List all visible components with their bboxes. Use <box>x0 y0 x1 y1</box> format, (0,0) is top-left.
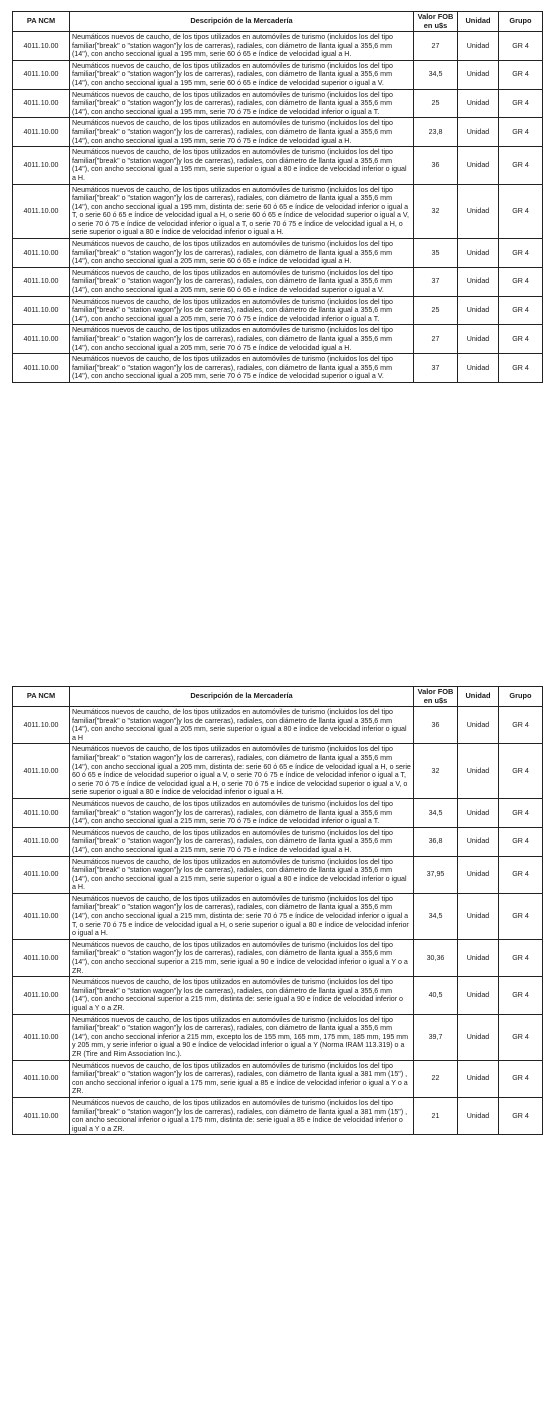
grupo-cell: GR 4 <box>499 798 543 827</box>
ncm-cell: 4011.10.00 <box>13 1097 70 1134</box>
unidad-cell: Unidad <box>458 798 499 827</box>
unidad-cell: Unidad <box>458 827 499 856</box>
unidad-cell: Unidad <box>458 707 499 744</box>
unidad-cell: Unidad <box>458 1060 499 1097</box>
ncm-cell: 4011.10.00 <box>13 239 70 268</box>
valor-fob-cell: 37 <box>414 354 458 383</box>
unidad-cell: Unidad <box>458 325 499 354</box>
ncm-cell: 4011.10.00 <box>13 267 70 296</box>
valor-fob-cell: 34,5 <box>414 893 458 939</box>
header-descripcion: Descripción de la Mercadería <box>70 687 414 707</box>
grupo-cell: GR 4 <box>499 118 543 147</box>
header-grupo: Grupo <box>499 687 543 707</box>
grupo-cell: GR 4 <box>499 32 543 61</box>
grupo-cell: GR 4 <box>499 827 543 856</box>
unidad-cell: Unidad <box>458 32 499 61</box>
table-row <box>13 977 543 1014</box>
table-row <box>13 60 543 89</box>
ncm-cell: 4011.10.00 <box>13 939 70 976</box>
description-cell: Neumáticos nuevos de caucho, de los tipos utilizados en automóviles de turismo (incluidos los del tipo familiar["break" o "station wagon"]y los de carreras), radiales, con diámetro de llanta igual a 355,6 mm (14"), con ancho seccional inferior a 215 mm, excepto los de 155 mm, 165 mm, 175 mm, 185 mm, 195 mm y 205 mm, y serie inferior o igual a 90 e índice de velocidad inferior o igual a Y (Norma IRAM 113.319) o a ZR (Tire and Rim Association Inc.). <box>70 1014 414 1060</box>
table-row <box>13 118 543 147</box>
tariff-table-1 <box>12 11 543 383</box>
valor-fob-cell: 32 <box>414 184 458 239</box>
ncm-cell: 4011.10.00 <box>13 354 70 383</box>
table-row <box>13 239 543 268</box>
unidad-cell: Unidad <box>458 977 499 1014</box>
unidad-cell: Unidad <box>458 184 499 239</box>
description-cell: Neumáticos nuevos de caucho, de los tipos utilizados en automóviles de turismo (incluidos los del tipo familiar["break" o "station wagon"]y los de carreras), radiales, con diámetro de llanta igual a 355,6 mm (14"), con ancho seccional igual a 205 mm, serie 60 ó 65 e índice de velocidad igual a H. <box>70 239 414 268</box>
header-unidad: Unidad <box>458 12 499 32</box>
valor-fob-cell: 37 <box>414 267 458 296</box>
ncm-cell: 4011.10.00 <box>13 89 70 118</box>
description-cell: Neumáticos nuevos de caucho, de los tipos utilizados en automóviles de turismo (incluidos los del tipo familiar["break" o "station wagon"]y los de carreras), radiales, con diámetro de llanta igual a 355,6 mm (14"), con ancho seccional igual a 215 mm, serie superior o igual a 80 e índice de velocidad inferior o igual a H. <box>70 856 414 893</box>
grupo-cell: GR 4 <box>499 267 543 296</box>
description-cell: Neumáticos nuevos de caucho, de los tipos utilizados en automóviles de turismo (incluidos los del tipo familiar["break" o "station wagon"]y los de carreras), radiales, con diámetro de llanta igual a 355,6 mm (14"), con ancho seccional superior a 215 mm, serie igual a 90 e índice de velocidad inferior o igual a Y o a ZR. <box>70 939 414 976</box>
valor-fob-cell: 37,95 <box>414 856 458 893</box>
description-cell: Neumáticos nuevos de caucho, de los tipos utilizados en automóviles de turismo (incluidos los del tipo familiar["break" o "station wagon"]y los de carreras), radiales, con diámetro de llanta igual a 355,6 mm (14"), con ancho seccional igual a 205 mm, serie superior o igual a 80 e índice de velocidad inferior o igual a H <box>70 707 414 744</box>
header-pa-ncm: PA NCM <box>13 687 70 707</box>
description-cell: Neumáticos nuevos de caucho, de los tipos utilizados en automóviles de turismo (incluidos los del tipo familiar["break" o "station wagon"]y los de carreras), radiales, con diámetro de llanta igual a 355,6 mm (14"), con ancho seccional igual a 215 mm, serie 70 ó 75 e índice de velocidad igual a H. <box>70 827 414 856</box>
valor-fob-cell: 32 <box>414 744 458 799</box>
valor-fob-cell: 23,8 <box>414 118 458 147</box>
grupo-cell: GR 4 <box>499 939 543 976</box>
ncm-cell: 4011.10.00 <box>13 856 70 893</box>
header-valor-fob: Valor FOB en u$s <box>414 687 458 707</box>
table-row <box>13 147 543 184</box>
unidad-cell: Unidad <box>458 147 499 184</box>
grupo-cell: GR 4 <box>499 325 543 354</box>
ncm-cell: 4011.10.00 <box>13 827 70 856</box>
unidad-cell: Unidad <box>458 744 499 799</box>
ncm-cell: 4011.10.00 <box>13 60 70 89</box>
ncm-cell: 4011.10.00 <box>13 325 70 354</box>
unidad-cell: Unidad <box>458 239 499 268</box>
valor-fob-cell: 25 <box>414 89 458 118</box>
ncm-cell: 4011.10.00 <box>13 798 70 827</box>
ncm-cell: 4011.10.00 <box>13 296 70 325</box>
description-cell: Neumáticos nuevos de caucho, de los tipos utilizados en automóviles de turismo (incluidos los del tipo familiar["break" o "station wagon"]y los de carreras), radiales, con diámetro de llanta igual a 381 mm (15") , con ancho seccional inferior o igual a 175 mm, distinta de: serie igual a 85 e índice de velocidad inferior o igual a Y o a ZR. <box>70 1097 414 1134</box>
header-valor-fob: Valor FOB en u$s <box>414 12 458 32</box>
description-cell: Neumáticos nuevos de caucho, de los tipos utilizados en automóviles de turismo (incluidos los del tipo familiar["break" o "station wagon"]y los de carreras), radiales, con diámetro de llanta igual a 355,6 mm (14"), con ancho seccional superior a 215 mm, distinta de: serie igual a 90 e índice de velocidad inferior o igual a Y o a ZR. <box>70 977 414 1014</box>
grupo-cell: GR 4 <box>499 296 543 325</box>
ncm-cell: 4011.10.00 <box>13 1014 70 1060</box>
valor-fob-cell: 27 <box>414 325 458 354</box>
valor-fob-cell: 21 <box>414 1097 458 1134</box>
valor-fob-cell: 36 <box>414 707 458 744</box>
grupo-cell: GR 4 <box>499 1060 543 1097</box>
unidad-cell: Unidad <box>458 1014 499 1060</box>
table-row <box>13 744 543 799</box>
description-cell: Neumáticos nuevos de caucho, de los tipos utilizados en automóviles de turismo (incluidos los del tipo familiar["break" o "station wagon"]y los de carreras), radiales, con diámetro de llanta igual a 381 mm (15") , con ancho seccional inferior o igual a 175 mm, serie igual a 85 e índice de velocidad inferior o igual a Y o a ZR. <box>70 1060 414 1097</box>
valor-fob-cell: 34,5 <box>414 798 458 827</box>
unidad-cell: Unidad <box>458 354 499 383</box>
valor-fob-cell: 36,8 <box>414 827 458 856</box>
grupo-cell: GR 4 <box>499 354 543 383</box>
tariff-table-2 <box>12 686 543 1135</box>
table-header-row <box>13 687 543 707</box>
grupo-cell: GR 4 <box>499 977 543 1014</box>
grupo-cell: GR 4 <box>499 1014 543 1060</box>
ncm-cell: 4011.10.00 <box>13 744 70 799</box>
description-cell: Neumáticos nuevos de caucho, de los tipos utilizados en automóviles de turismo (incluidos los del tipo familiar["break" o "station wagon"]y los de carreras), radiales, con diámetro de llanta igual a 355,6 mm (14"), con ancho seccional igual a 205 mm, serie 70 ó 75 e índice de velocidad igual a H. <box>70 325 414 354</box>
unidad-cell: Unidad <box>458 1097 499 1134</box>
table-row <box>13 893 543 939</box>
table-row <box>13 325 543 354</box>
grupo-cell: GR 4 <box>499 60 543 89</box>
ncm-cell: 4011.10.00 <box>13 1060 70 1097</box>
table-header-row <box>13 12 543 32</box>
table-row <box>13 939 543 976</box>
valor-fob-cell: 30,36 <box>414 939 458 976</box>
table-row <box>13 707 543 744</box>
valor-fob-cell: 27 <box>414 32 458 61</box>
grupo-cell: GR 4 <box>499 239 543 268</box>
ncm-cell: 4011.10.00 <box>13 118 70 147</box>
unidad-cell: Unidad <box>458 296 499 325</box>
valor-fob-cell: 36 <box>414 147 458 184</box>
ncm-cell: 4011.10.00 <box>13 32 70 61</box>
ncm-cell: 4011.10.00 <box>13 893 70 939</box>
valor-fob-cell: 40,5 <box>414 977 458 1014</box>
grupo-cell: GR 4 <box>499 89 543 118</box>
table-row <box>13 1060 543 1097</box>
header-grupo: Grupo <box>499 12 543 32</box>
unidad-cell: Unidad <box>458 939 499 976</box>
valor-fob-cell: 25 <box>414 296 458 325</box>
table-body-2 <box>13 707 543 1135</box>
description-cell: Neumáticos nuevos de caucho, de los tipos utilizados en automóviles de turismo (incluidos los del tipo familiar["break" o "station wagon"]y los de carreras), radiales, con diámetro de llanta igual a 355,6 mm (14"), con ancho seccional igual a 195 mm, serie 60 ó 65 e índice de velocidad superior o igual a V. <box>70 60 414 89</box>
description-cell: Neumáticos nuevos de caucho, de los tipos utilizados en automóviles de turismo (incluidos los del tipo familiar["break" o "station wagon"]y los de carreras), radiales, con diámetro de llanta igual a 355,6 mm (14"), con ancho seccional igual a 195 mm, serie 70 ó 75 e índice de velocidad inferior o igual a T. <box>70 89 414 118</box>
header-descripcion: Descripción de la Mercadería <box>70 12 414 32</box>
unidad-cell: Unidad <box>458 118 499 147</box>
valor-fob-cell: 22 <box>414 1060 458 1097</box>
description-cell: Neumáticos nuevos de caucho, de los tipos utilizados en automóviles de turismo (incluidos los del tipo familiar["break" o "station wagon"]y los de carreras), radiales, con diámetro de llanta igual a 355,6 mm (14"), con ancho seccional igual a 215 mm, serie 70 ó 75 e índice de velocidad inferior o igual a T. <box>70 798 414 827</box>
description-cell: Neumáticos nuevos de caucho, de los tipos utilizados en automóviles de turismo (incluidos los del tipo familiar["break" o "station wagon"]y los de carreras), radiales, con diámetro de llanta igual a 355,6 mm (14"), con ancho seccional igual a 195 mm, serie 60 ó 65 e índice de velocidad igual a H. <box>70 32 414 61</box>
grupo-cell: GR 4 <box>499 856 543 893</box>
grupo-cell: GR 4 <box>499 744 543 799</box>
table-row <box>13 1097 543 1134</box>
table-row <box>13 827 543 856</box>
table-row <box>13 1014 543 1060</box>
valor-fob-cell: 39,7 <box>414 1014 458 1060</box>
ncm-cell: 4011.10.00 <box>13 147 70 184</box>
header-pa-ncm: PA NCM <box>13 12 70 32</box>
table-row <box>13 267 543 296</box>
ncm-cell: 4011.10.00 <box>13 707 70 744</box>
grupo-cell: GR 4 <box>499 893 543 939</box>
table-row <box>13 354 543 383</box>
unidad-cell: Unidad <box>458 60 499 89</box>
description-cell: Neumáticos nuevos de caucho, de los tipos utilizados en automóviles de turismo (incluidos los del tipo familiar["break" o "station wagon"]y los de carreras), radiales, con diámetro de llanta igual a 355,6 mm (14"), con ancho seccional igual a 195 mm, serie superior o igual a 80 e índice de velocidad inferior o igual a H. <box>70 147 414 184</box>
ncm-cell: 4011.10.00 <box>13 977 70 1014</box>
description-cell: Neumáticos nuevos de caucho, de los tipos utilizados en automóviles de turismo (incluidos los del tipo familiar["break" o "station wagon"]y los de carreras), radiales, con diámetro de llanta igual a 355,6 mm (14"), con ancho seccional igual a 205 mm, distinta de: serie 60 ó 65 e índice de velocidad igual a H, o serie 60 ó 65 e índice de velocidad superior o igual a V, o serie 70 ó 75 e índice de velocidad inferior o igual a T, o serie 70 ó 75 e índice de velocidad igual a H, o serie 70 ó 75 e índice de velocidad superior o igual a V, o serie superior o igual a 80 e índice de velocidad inferior o igual a H. <box>70 744 414 799</box>
description-cell: Neumáticos nuevos de caucho, de los tipos utilizados en automóviles de turismo (incluidos los del tipo familiar["break" o "station wagon"]y los de carreras), radiales, con diámetro de llanta igual a 355,6 mm (14"), con ancho seccional igual a 205 mm, serie 70 ó 75 e índice de velocidad inferior o igual a T. <box>70 296 414 325</box>
unidad-cell: Unidad <box>458 267 499 296</box>
description-cell: Neumáticos nuevos de caucho, de los tipos utilizados en automóviles de turismo (incluidos los del tipo familiar["break" o "station wagon"]y los de carreras), radiales, con diámetro de llanta igual a 355,6 mm (14"), con ancho seccional igual a 195 mm, serie 70 ó 75 e índice de velocidad igual a H. <box>70 118 414 147</box>
table-row <box>13 856 543 893</box>
grupo-cell: GR 4 <box>499 1097 543 1134</box>
unidad-cell: Unidad <box>458 893 499 939</box>
table-row <box>13 184 543 239</box>
valor-fob-cell: 35 <box>414 239 458 268</box>
description-cell: Neumáticos nuevos de caucho, de los tipos utilizados en automóviles de turismo (incluidos los del tipo familiar["break" o "station wagon"]y los de carreras), radiales, con diámetro de llanta igual a 355,6 mm (14"), con ancho seccional igual a 205 mm, serie 60 ó 65 e índice de velocidad superior o igual a V. <box>70 267 414 296</box>
table-row <box>13 32 543 61</box>
table-row <box>13 798 543 827</box>
description-cell: Neumáticos nuevos de caucho, de los tipos utilizados en automóviles de turismo (incluidos los del tipo familiar["break" o "station wagon"]y los de carreras), radiales, con diámetro de llanta igual a 355,6 mm (14"), con ancho seccional igual a 215 mm, distinta de: serie 70 ó 75 e índice de velocidad inferior o igual a T, o serie 70 ó 75 e índice de velocidad igual a H, o serie superior o igual a 80 e índice de velocidad inferior o igual a H. <box>70 893 414 939</box>
ncm-cell: 4011.10.00 <box>13 184 70 239</box>
description-cell: Neumáticos nuevos de caucho, de los tipos utilizados en automóviles de turismo (incluidos los del tipo familiar["break" o "station wagon"]y los de carreras), radiales, con diámetro de llanta igual a 355,6 mm (14"), con ancho seccional igual a 195 mm, distinta de: serie 60 ó 65 e índice de velocidad inferior o igual a T, o serie 60 ó 65 e índice de velocidad igual a H, o serie 60 ó 65 e índice de velocidad superior o igual a V, o serie 70 ó 75 e índice de velocidad inferior o igual a T, o serie 70 ó 75 e índice de velocidad igual a H, o serie superior o igual a 80 e índice de velocidad inferior o igual a H. <box>70 184 414 239</box>
description-cell: Neumáticos nuevos de caucho, de los tipos utilizados en automóviles de turismo (incluidos los del tipo familiar["break" o "station wagon"]y los de carreras), radiales, con diámetro de llanta igual a 355,6 mm (14"), con ancho seccional igual a 205 mm, serie 70 ó 75 e índice de velocidad superior o igual a V. <box>70 354 414 383</box>
unidad-cell: Unidad <box>458 89 499 118</box>
table-body-1 <box>13 32 543 383</box>
header-unidad: Unidad <box>458 687 499 707</box>
grupo-cell: GR 4 <box>499 707 543 744</box>
valor-fob-cell: 34,5 <box>414 60 458 89</box>
table-row <box>13 89 543 118</box>
grupo-cell: GR 4 <box>499 184 543 239</box>
table-row <box>13 296 543 325</box>
unidad-cell: Unidad <box>458 856 499 893</box>
grupo-cell: GR 4 <box>499 147 543 184</box>
